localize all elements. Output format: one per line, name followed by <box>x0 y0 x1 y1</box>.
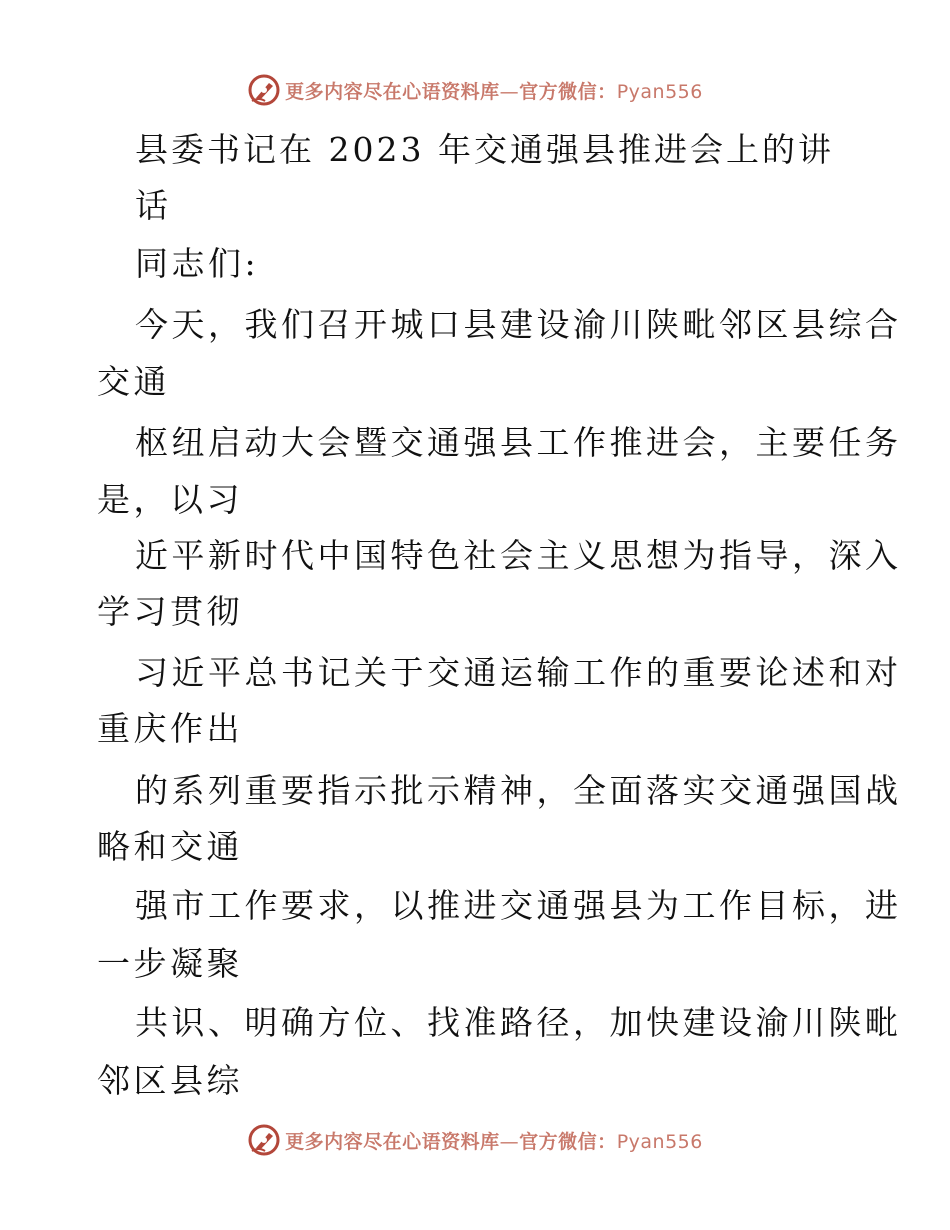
doc-line: 今天，我们召开城口县建设渝川陕毗邻区县综合 <box>135 305 902 344</box>
doc-line: 习近平总书记关于交通运输工作的重要论述和对 <box>135 653 902 692</box>
footer-watermark <box>0 1120 950 1160</box>
doc-line: 一步凝聚 <box>97 944 243 983</box>
doc-line: 是，以习 <box>97 480 243 519</box>
doc-title-line-1: 县委书记在 2023 年交通强县推进会上的讲 <box>135 130 834 169</box>
doc-line: 邻区县综 <box>97 1061 243 1100</box>
pen-logo-icon <box>247 1123 281 1157</box>
watermark-main-text: 更多内容尽在心语资料库 <box>285 80 500 103</box>
doc-line: 共识、明确方位、找准路径，加快建设渝川陕毗 <box>135 1003 902 1042</box>
doc-line: 枢纽启动大会暨交通强县工作推进会，主要任务 <box>135 423 902 462</box>
watermark-dash: — <box>499 80 520 103</box>
doc-line: 交通 <box>97 362 170 401</box>
doc-line: 略和交通 <box>97 827 243 866</box>
watermark-wechat-label: 官方微信： <box>519 1130 617 1153</box>
doc-line: 强市工作要求，以推进交通强县为工作目标，进 <box>135 886 902 925</box>
doc-line: 学习贯彻 <box>97 592 243 631</box>
watermark-wechat-id: Pyan556 <box>616 1130 703 1153</box>
doc-title-line-2: 话 <box>135 186 172 225</box>
doc-line: 近平新时代中国特色社会主义思想为指导，深入 <box>135 536 902 575</box>
pen-logo-icon <box>247 73 281 107</box>
doc-salutation: 同志们: <box>135 244 260 283</box>
watermark-wechat-label: 官方微信： <box>519 80 617 103</box>
header-watermark <box>0 70 950 110</box>
watermark-wechat-id: Pyan556 <box>616 80 703 103</box>
watermark-main-text: 更多内容尽在心语资料库 <box>285 1130 500 1153</box>
doc-line: 重庆作出 <box>97 709 243 748</box>
doc-line: 的系列重要指示批示精神，全面落实交通强国战 <box>135 771 902 810</box>
watermark-dash: — <box>499 1130 520 1153</box>
